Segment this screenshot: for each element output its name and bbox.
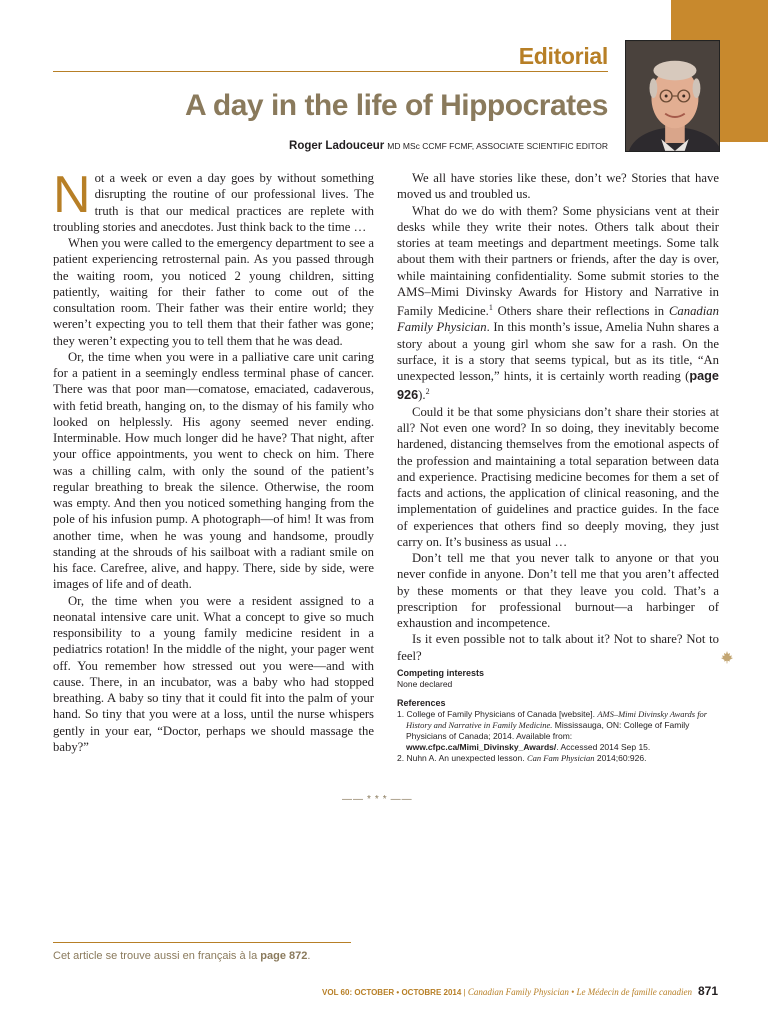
reference-2: 2. Nuhn A. An unexpected lesson. Can Fam Physician 2014;60:926. bbox=[397, 752, 647, 763]
author-photo bbox=[625, 40, 720, 152]
references-heading: References bbox=[397, 697, 446, 708]
header-rule bbox=[53, 71, 608, 72]
paragraph-8: Don’t tell me that you never talk to anyone or that you never confide in anyone. Don’t tell me that you aren’t affected by these moments or that they leave you cold. That’s a prescription for professional burnout—a harbinger of exhaustion and incompetence. bbox=[397, 551, 719, 631]
author-credentials: MD MSc CCMF FCMF, ASSOCIATE SCIENTIFIC EDITOR bbox=[387, 141, 608, 151]
french-version-note: Cet article se trouve aussi en français à la page 872. bbox=[53, 950, 311, 962]
paragraph-1: Not a week or even a day goes by without something disrupting the routine of our professional lives. The truth is that our medical practices are replete with troubling stories and anecdotes. Just think back to the time … bbox=[53, 166, 374, 234]
section-label: Editorial bbox=[518, 43, 608, 69]
byline bbox=[289, 140, 608, 152]
competing-interests-text: None declared bbox=[397, 678, 453, 689]
author-portrait-illustration bbox=[626, 41, 719, 151]
paragraph-3: Or, the time when you were in a palliative care unit caring for a patient in a seemingly endless terminal phase of cancer. There was that poor man—comatose, emaciated, cadaverous, with fetid breath, hanging on, to the dismay of his family who looked on helplessly. His agony seemed never ending. Interminable. How much longer did he have? That night, after your office appointments, you went to check on him. There was a chilling calm, with only the sound of the patient’s regular breathing to break the silence. Otherwise, the room was empty. And then you noticed something hanging from the pole of his infusion pump. A photograph—of him! It was from another time, when he was young and handsome, proudly standing at the shrouds of his sailboat with a radiant smile on his face. Carefree, alive, and happy. There, side by side, were images of life and of death. bbox=[53, 349, 374, 592]
paragraph-6: What do we do with them? Some physicians vent at their desks while they write their notes. Others talk about their stories at team meetings and department meetings. Some talk about them with their partners or friends, after the day is over, while maintaining confidentiality. Some submit stories to the AMS–Mimi Divinsky Awards for History and Narrative in Family Medicine.$^1$ Others share their reflections in Canadian Family Physician. In this month’s issue, Amelia Nuhn shares a story about a young girl whom she saw for a rash. On the surface, it is a story that seems typical, but as its title, “An unexpected lesson,” hints, it is certainly worth reading (page 926).$^2$ bbox=[397, 203, 719, 403]
right-column bbox=[397, 170, 719, 764]
maple-leaf-icon bbox=[705, 650, 719, 664]
journal-name: Canadian Family Physician • Le Médecin de famille canadien bbox=[467, 987, 692, 997]
references-list bbox=[397, 709, 719, 764]
drop-cap: N bbox=[53, 166, 91, 224]
paragraph-2: When you were called to the emergency department to see a patient experiencing retrosternal pain. As you passed through the waiting room, you noticed 2 young children, sitting patiently, waiting for their father to come out of the consultation room. Their father was their entire world; they weren’t expecting you to tell them that their father was gone; they weren’t expecting you to tell them that he was dead. bbox=[53, 236, 374, 348]
reference-url-link[interactable]: www.cfpc.ca/Mimi_Divinsky_Awards/ bbox=[406, 741, 557, 752]
footer-note-rule bbox=[53, 942, 351, 943]
author-name: Roger Ladouceur bbox=[289, 140, 385, 152]
paragraph-4: Or, the time when you were a resident assigned to a neonatal intensive care unit. What a concept to give so much responsibility to a young family medicine resident in a pediatrics rotation! In the middle of the night, your pager went off. You remember how stressed out you were—and with cause. There, in an incubator, was a baby who had stopped breathing. A baby so tiny that it could fit into the palm of your hand. So tiny that you were at a loss, until the nurse whispers gently in your ear, “Doctor, perhaps we should massage the baby?” bbox=[53, 593, 374, 754]
paragraph-5: We all have stories like these, don’t we? Stories that have moved us and troubled us. bbox=[397, 171, 719, 202]
paragraph-9: Is it even possible not to talk about it? Not to share? Not to feel? bbox=[397, 631, 719, 664]
competing-interests-heading: Competing interests bbox=[397, 667, 485, 678]
page-reference-link[interactable]: page 926 bbox=[397, 369, 719, 403]
volume-info: VOL 60: OCTOBER • OCTOBRE 2014 bbox=[322, 988, 462, 997]
page-footer: VOL 60: OCTOBER • OCTOBRE 2014 | Canadian Family Physician • Le Médecin de famille canadien 871 bbox=[322, 984, 718, 998]
section-separator: —— * * * —— bbox=[342, 794, 413, 805]
french-page-link[interactable]: page 872 bbox=[260, 950, 308, 962]
page-number: 871 bbox=[697, 984, 718, 998]
article-title: A day in the life of Hippocrates bbox=[185, 89, 608, 122]
reference-1: 1. College of Family Physicians of Canada [website]. AMS–Mimi Divinsky Awards for History and Narrative in Family Medicine. Mississauga, ON: College of Family Physicians of Canada; 2014. Available from: www.cfpc.ca/Mimi_Divinsky_Awards/. Accessed 2014 Sep 15. bbox=[397, 708, 708, 752]
paragraph-7: Could it be that some physicians don’t share their stories at all? Not even one word? In so doing, they inevitably become hardened, distancing themselves from the emotional aspects of the profession and maintaining a total separation between data and experience. Practising medicine becomes for them a set of facts and actions, the application of clinical reasoning, and the implementation of guidelines and practice guides. In the face of experiences that others find so deeply moving, they just carry on. It’s business as usual … bbox=[397, 404, 719, 549]
left-column bbox=[53, 166, 374, 755]
